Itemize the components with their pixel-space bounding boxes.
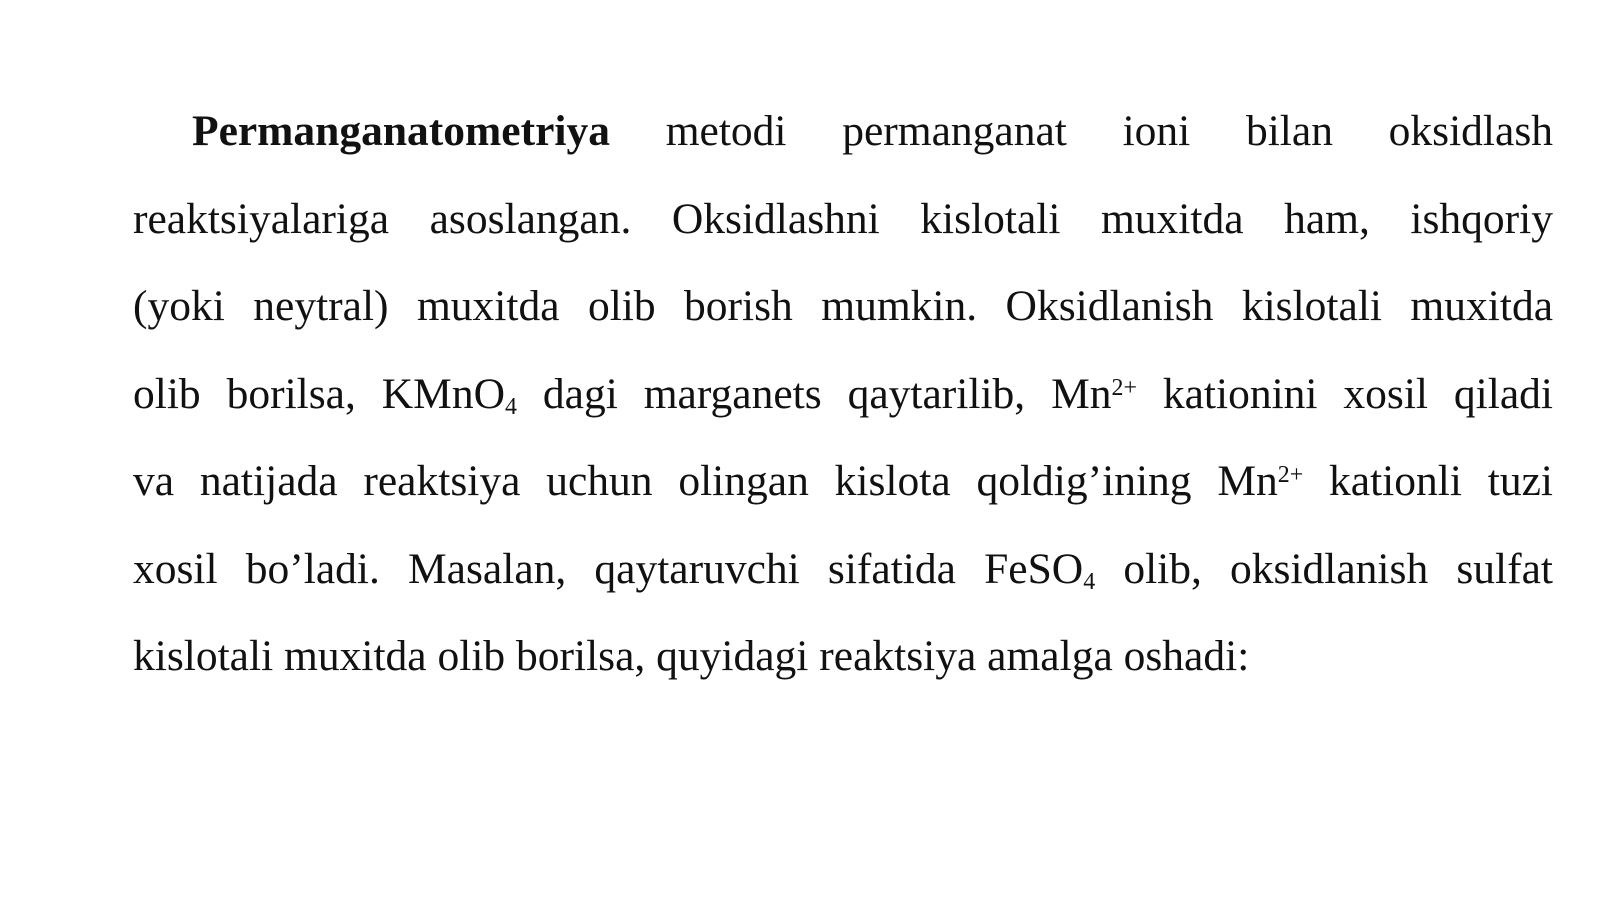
paragraph-line-3 (133, 263, 1553, 351)
line-text: olib, oksidlanish sulfat (1095, 544, 1553, 593)
superscript: 2+ (1111, 374, 1137, 401)
line-text: olib borilsa, KMnO (133, 369, 506, 418)
paragraph-line-5 (133, 438, 1553, 526)
line-text: kislotali muxitda olib borilsa, quyidagi reaktsiya amalga oshadi: (133, 632, 1250, 680)
line-text: metodi permanganat ioni bilan oksidlash (665, 107, 1553, 155)
subscript: 4 (505, 393, 517, 420)
paragraph-line-7 (133, 613, 1553, 701)
line-text: kationli tuzi (1303, 457, 1553, 505)
line-text: va natijada reaktsiya uchun olingan kislota qoldig’ining Mn (133, 457, 1278, 505)
subscript: 4 (1083, 568, 1096, 595)
line-text: (yoki neytral) muxitda olib borish mumkin. Oksidlanish kislotali muxitda (133, 282, 1553, 330)
term-bold: Permanganatometriya (192, 107, 610, 155)
superscript: 2+ (1277, 461, 1304, 488)
body-paragraph (133, 88, 1553, 701)
line-text: xosil bo’ladi. Masalan, qaytaruvchi sifatida FeSO (133, 544, 1084, 593)
paragraph-line-1 (133, 88, 1553, 176)
line-text: kationini xosil qiladi (1136, 369, 1553, 418)
paragraph-line-4 (133, 351, 1553, 439)
line-text: dagi marganets qaytarilib, Mn (516, 369, 1112, 418)
paragraph-line-2 (133, 176, 1553, 264)
line-text: reaktsiyalariga asoslangan. Oksidlashni kislotali muxitda ham, ishqoriy (133, 194, 1553, 243)
paragraph-line-6 (133, 526, 1553, 614)
